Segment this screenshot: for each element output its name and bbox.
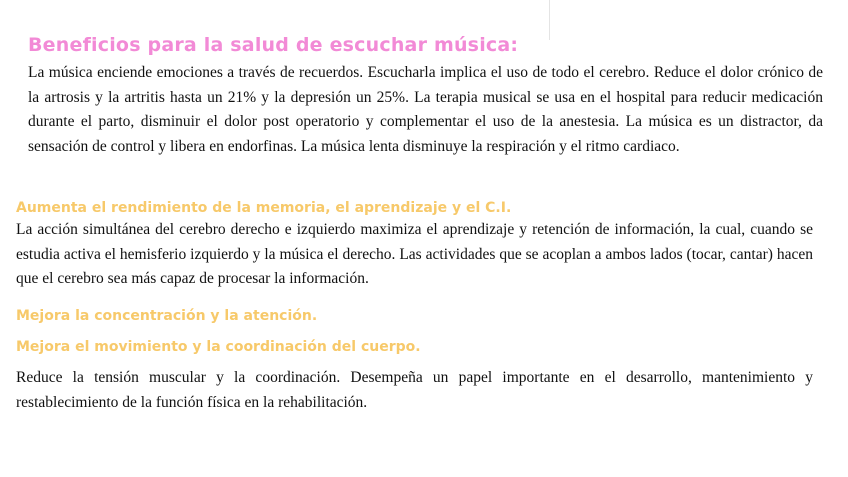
- page-divider-line: [549, 0, 550, 40]
- section-heading-memoria: Aumenta el rendimiento de la memoria, el aprendizaje y el C.I.: [16, 200, 512, 216]
- intro-paragraph: La música enciende emociones a través de recuerdos. Escucharla implica el uso de todo el cerebro. Reduce el dolor crónico de la artrosis y la artritis hasta un 21% y la depresión un 25%. La terapia musical se usa en el hospital para reducir medicación durante el parto, disminuir el dolor post operatorio y complementar el uso de la anestesia. La música es un distractor, da sensación de control y libera en endorfinas. La música lenta disminuye la respiración y el ritmo cardiaco.: [28, 64, 823, 155]
- section-heading-movimiento: Mejora el movimiento y la coordinación del cuerpo.: [16, 339, 421, 355]
- section-text-memoria: La acción simultánea del cerebro derecho e izquierdo maximiza el aprendizaje y retención de información, la cual, cuando se estudia activa el hemisferio izquierdo y la música el derecho. Las actividades que se acoplan a ambos lados (tocar, cantar) hacen que el cerebro sea más capaz de procesar la información.: [16, 221, 813, 287]
- main-title: Beneficios para la salud de escuchar música:: [28, 34, 519, 56]
- section-heading-concentracion: Mejora la concentración y la atención.: [16, 308, 318, 324]
- section-text-movimiento: Reduce la tensión muscular y la coordinación. Desempeña un papel importante en el desarrollo, mantenimiento y restablecimiento de la función física en la rehabilitación.: [16, 369, 813, 411]
